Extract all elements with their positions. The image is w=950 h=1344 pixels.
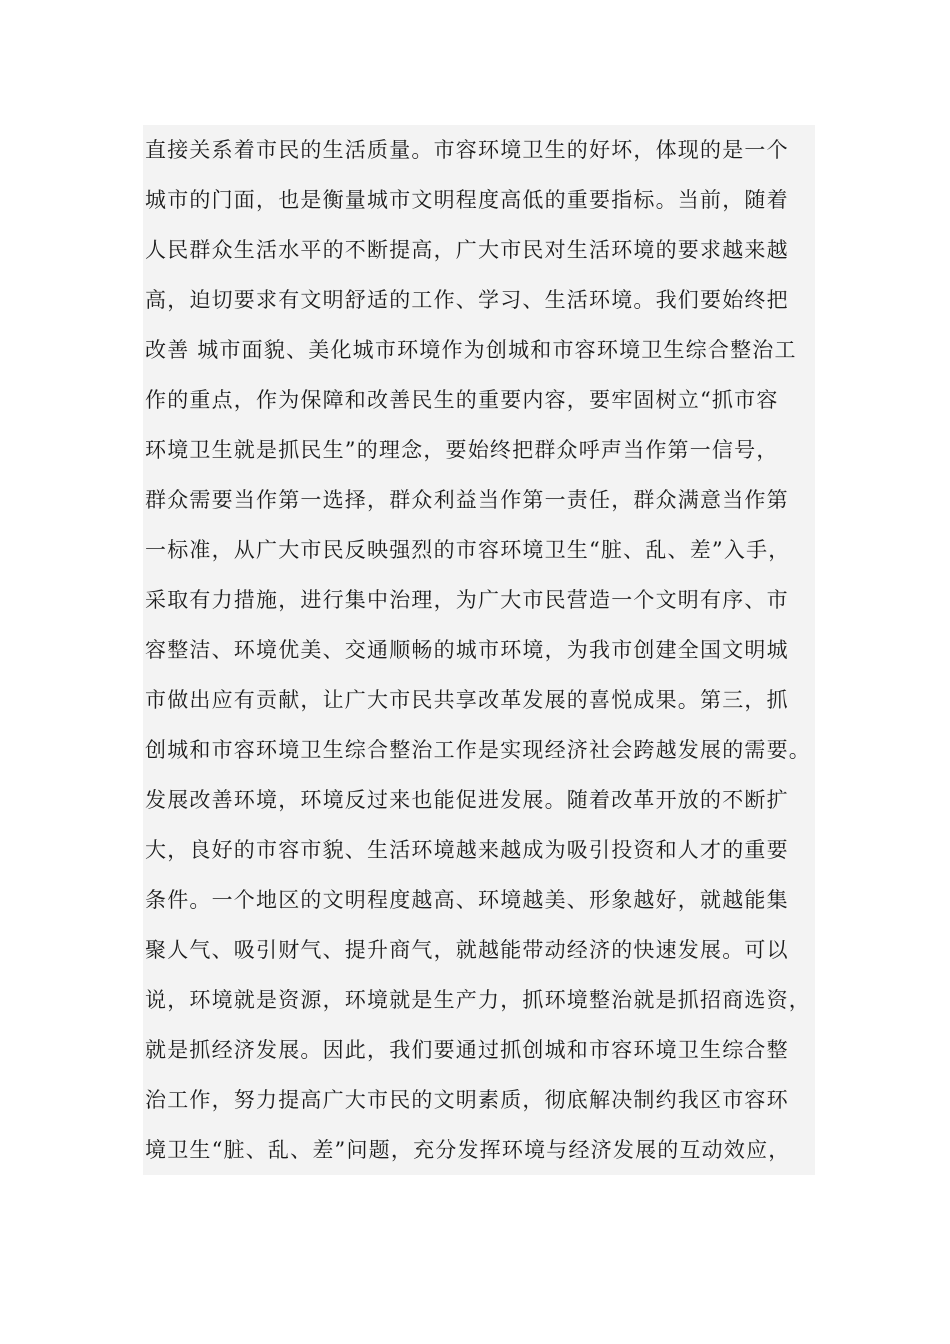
text-line: 条件。一个地区的文明程度越高、环境越美、形象越好，就越能集 bbox=[143, 875, 815, 925]
text-line: 改善 城市面貌、美化城市环境作为创城和市容环境卫生综合整治工 bbox=[143, 325, 815, 375]
text-line: 环境卫生就是抓民生”的理念，要始终把群众呼声当作第一信号， bbox=[143, 425, 815, 475]
text-line: 发展改善环境，环境反过来也能促进发展。随着改革开放的不断扩 bbox=[143, 775, 815, 825]
text-line: 市做出应有贡献，让广大市民共享改革发展的喜悦成果。第三，抓 bbox=[143, 675, 815, 725]
text-line: 创城和市容环境卫生综合整治工作是实现经济社会跨越发展的需要。 bbox=[143, 725, 815, 775]
text-line: 群众需要当作第一选择，群众利益当作第一责任，群众满意当作第 bbox=[143, 475, 815, 525]
text-line: 治工作，努力提高广大市民的文明素质，彻底解决制约我区市容环 bbox=[143, 1075, 815, 1125]
text-line: 境卫生“脏、乱、差”问题，充分发挥环境与经济发展的互动效应， bbox=[143, 1125, 815, 1175]
text-line: 作的重点，作为保障和改善民生的重要内容，要牢固树立“抓市容 bbox=[143, 375, 815, 425]
text-line: 人民群众生活水平的不断提高，广大市民对生活环境的要求越来越 bbox=[143, 225, 815, 275]
text-line: 说，环境就是资源，环境就是生产力，抓环境整治就是抓招商选资， bbox=[143, 975, 815, 1025]
text-line: 采取有力措施，进行集中治理，为广大市民营造一个文明有序、市 bbox=[143, 575, 815, 625]
text-line: 城市的门面，也是衡量城市文明程度高低的重要指标。当前，随着 bbox=[143, 175, 815, 225]
text-line: 一标准，从广大市民反映强烈的市容环境卫生“脏、乱、差”入手， bbox=[143, 525, 815, 575]
body-text bbox=[143, 125, 815, 1175]
text-line: 容整洁、环境优美、交通顺畅的城市环境，为我市创建全国文明城 bbox=[143, 625, 815, 675]
text-line: 高，迫切要求有文明舒适的工作、学习、生活环境。我们要始终把 bbox=[143, 275, 815, 325]
text-line: 聚人气、吸引财气、提升商气，就越能带动经济的快速发展。可以 bbox=[143, 925, 815, 975]
text-line: 就是抓经济发展。因此，我们要通过抓创城和市容环境卫生综合整 bbox=[143, 1025, 815, 1075]
text-line: 大，良好的市容市貌、生活环境越来越成为吸引投资和人才的重要 bbox=[143, 825, 815, 875]
text-line: 直接关系着市民的生活质量。市容环境卫生的好坏，体现的是一个 bbox=[143, 125, 815, 175]
